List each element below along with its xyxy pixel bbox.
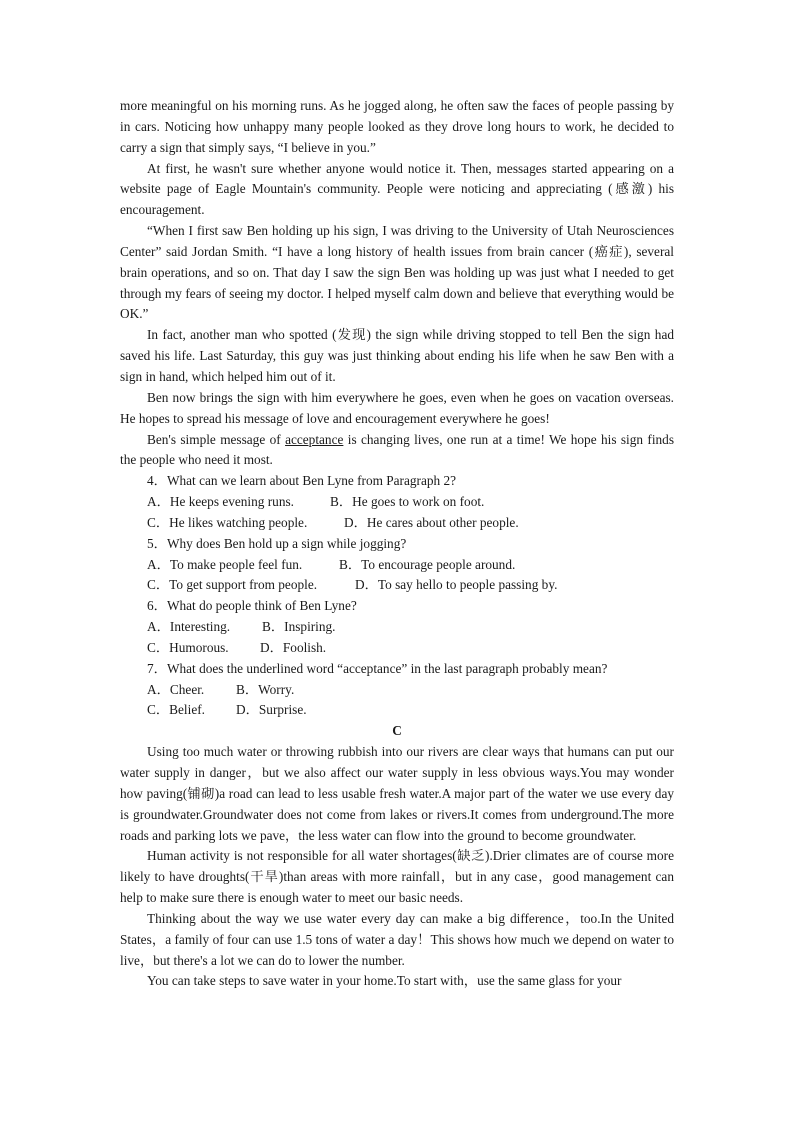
passage-c-paragraph-1: Using too much water or throwing rubbish into our rivers are clear ways that humans can put our water supply in danger，but we also affect our water supply in less obvious ways.You may wonder how paving(铺砌)a road can lead to less usable fresh water.A major part of the water we use every day is groundwater.Groundwater does not come from lakes or rivers.It comes from underground.The more roads and parking lots we pave，the less water can flow into the ground to become groundwater. <box>120 744 674 843</box>
passage-b-paragraph-2: At first, he wasn't sure whether anyone would notice it. Then, messages started appearing on a website page of Eagle Mountain's community. People were noticing and appreciating (感激) his encouragement. <box>120 160 674 218</box>
question-4-option-b: B．He goes to work on foot. <box>330 494 485 510</box>
passage-b-paragraph-1: more meaningful on his morning runs. As he jogged along, he often saw the faces of people passing by in cars. Noticing how unhappy many people looked as they drove long hours to work, he decided to carry a sign that simply says, “I believe in you.” <box>120 98 674 155</box>
question-7-option-a: A．Cheer. <box>147 681 205 697</box>
question-6-options-row-1 <box>120 617 674 638</box>
question-5-options-row-2 <box>120 575 674 596</box>
question-4-options-row-1 <box>120 492 674 513</box>
question-5-option-a: A．To make people feel fun. <box>147 556 303 572</box>
passage-b-paragraph-6 <box>120 430 674 472</box>
question-6-option-b: B．Inspiring. <box>262 619 336 635</box>
question-4-option-c: C．He likes watching people. <box>147 514 308 530</box>
question-6-option-a: A．Interesting. <box>147 619 231 635</box>
passage-c-paragraph-2: Human activity is not responsible for all water shortages(缺乏).Drier climates are of course more likely to have droughts(干旱)than areas with more rainfall，but in any case，good management can help to make sure there is enough water to meet our basic needs. <box>120 848 674 906</box>
underlined-word-acceptance: acceptance <box>285 431 344 447</box>
question-5-option-d: D．To say hello to people passing by. <box>355 577 558 593</box>
question-6 <box>120 596 674 659</box>
question-7-options-row-2 <box>120 700 674 721</box>
question-4 <box>120 471 674 534</box>
question-4-stem: 4．What can we learn about Ben Lyne from Paragraph 2? <box>147 473 457 489</box>
question-7-option-b: B．Worry. <box>236 681 295 697</box>
passage-c-paragraph-3: Thinking about the way we use water every day can make a big difference，too.In the United States，a family of four can use 1.5 tons of water a day！This shows how much we depend on water to live，but there's a lot we can do to lower the number. <box>120 910 674 968</box>
question-5-option-c: C．To get support from people. <box>147 577 318 593</box>
question-5-options-row-1 <box>120 555 674 576</box>
document-page <box>120 96 674 992</box>
question-7-options-row-1 <box>120 680 674 701</box>
question-4-option-d: D．He cares about other people. <box>344 514 519 530</box>
question-6-stem: 6．What do people think of Ben Lyne? <box>147 598 357 614</box>
passage-b-paragraph-4: In fact, another man who spotted (发现) the sign while driving stopped to tell Ben the sign had saved his life. Last Saturday, this guy was just thinking about ending his life when he saw Ben with a sign in hand, which helped him out of it. <box>120 327 674 384</box>
question-5-option-b: B．To encourage people around. <box>339 556 516 572</box>
question-7-option-d: D．Surprise. <box>236 702 307 718</box>
paragraph-6-text-after: is changing lives, one run at a time! We hope his sign finds the people who need it most. <box>120 431 674 468</box>
question-6-option-c: C．Humorous. <box>147 639 229 655</box>
passage-b-paragraph-3: “When I first saw Ben holding up his sign, I was driving to the University of Utah Neurosciences Center” said Jordan Smith. “I have a long history of health issues from brain cancer (癌症), several brain operations, and so on. That day I saw the sign Ben was holding up was just what I needed to get through my fears of seeing my doctor. I helped myself calm down and believe that everything would be OK.” <box>120 223 674 322</box>
paragraph-6-text-before: Ben's simple message of <box>147 431 286 447</box>
section-c-heading: C <box>392 723 402 739</box>
question-7-option-c: C．Belief. <box>147 702 205 718</box>
question-7-stem: 7．What does the underlined word “acceptance” in the last paragraph probably mean? <box>147 660 608 676</box>
question-5-stem: 5．Why does Ben hold up a sign while jogging? <box>147 535 407 551</box>
passage-b-paragraph-5: Ben now brings the sign with him everywhere he goes, even when he goes on vacation overseas. He hopes to spread his message of love and encouragement everywhere he goes! <box>120 389 674 426</box>
question-4-option-a: A．He keeps evening runs. <box>147 494 294 510</box>
question-7 <box>120 659 674 722</box>
passage-c-paragraph-4: You can take steps to save water in your home.To start with，use the same glass for your <box>147 973 622 989</box>
question-6-option-d: D．Foolish. <box>260 639 327 655</box>
question-6-options-row-2 <box>120 638 674 659</box>
question-4-options-row-2 <box>120 513 674 534</box>
question-5 <box>120 534 674 597</box>
